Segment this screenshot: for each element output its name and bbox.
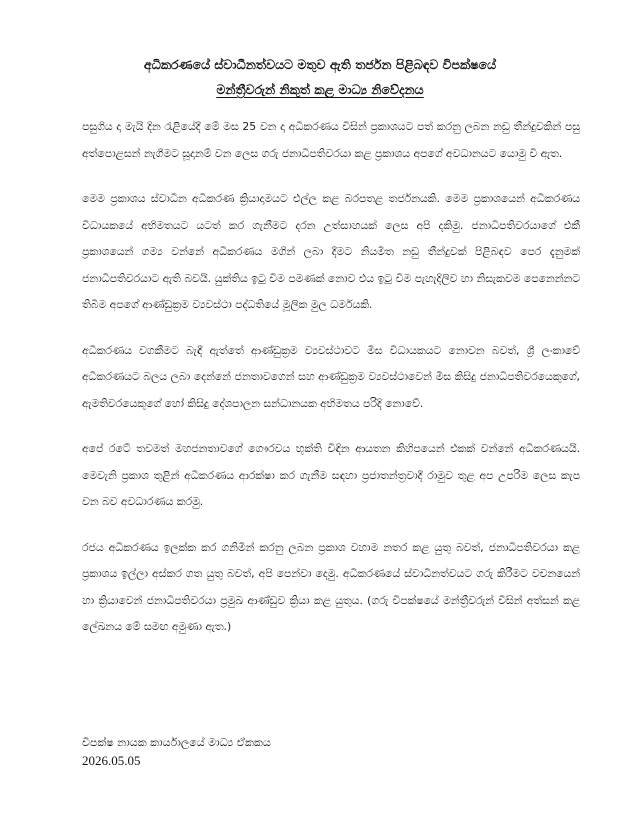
title-line-2: මන්ත්‍රීවරුන් නිකුත් කළ මාධ්‍ය නිවේදනය xyxy=(216,82,424,97)
document-body xyxy=(82,114,580,660)
document-footer xyxy=(82,734,271,770)
document-title xyxy=(0,52,640,102)
paragraph-4: අපේ රටේ තවමත් මහජනතාවගේ ගෞරවය භුක්ති විඳින ආයතන කිහිපයෙන් එකක් වන්නේ අධිකරණයයි. මෙවැනි ප්‍රකාශ තුළින් අධිකරණය ආරක්ෂා කර ගැනීම සඳහා ප්‍රජාතන්ත්‍රවාදී රාමුව තුළ අප උපරිම ලෙස කැප වන බව අවධාරණය කරමු. xyxy=(82,442,580,508)
paragraph-3: අධිකරණය වගකීමට බැඳී ඇත්තේ ආණ්ඩුක්‍රම ව්‍යවස්ථාවට මිස විධායකයට නොවන බවත්, ශ්‍රී ලංකාවේ අධිකරණයට බලය ලබා දෙන්නේ ජනතාවගෙන් සහ ආණ්ඩුක්‍රම ව්‍යවස්ථාවෙන් මිස කිසිදු ජනාධිපතිවරයෙකුගේ, ඇමතිවරයෙකුගේ හෝ කිසිදු දේශපාලන සන්ධානයක අභිමතය පරිදි නොවේ. xyxy=(82,343,580,410)
paragraph-5: රජය අධිකරණය ඉලක්ක කර ගනිමින් කරනු ලබන ප්‍රකාශ වහාම නතර කළ යුතු බවත්, ජනාධිපතිවරයා කළ ප්‍රකාශය ඉල්ලා අස්කර ගත යුතු බවත්, අපි පෙන්වා දෙමු. අධිකරණයේ ස්වාධීනත්වයට ගරු කිරීමට වචනයෙන් හා ක්‍රියාවෙන් ජනාධිපතිවරයා ප්‍රමුඛ ආණ්ඩුව ක්‍රියා කළ යුතුය. (ගරු විපක්ෂයේ මන්ත්‍රීවරුන් විසින් අත්සන් කළ ලේඛනය මේ සමඟ අමුණා ඇත.) xyxy=(82,540,580,633)
paragraph-1: පසුගිය දා මැයි දින රැළියේදී මේ මස 25 වන දා අධිකරණය විසින් ප්‍රකාශයට පත් කරනු ලබන නඩු තීන්දුවකින් පසු අත්පොළසන් නැගීමට සූදානම් වන ලෙස ගරු ජනාධිපතිවරයා කළ ප්‍රකාශය අපගේ අවධානයට යොමු වී ඇත. xyxy=(82,120,580,160)
paragraph-2: මෙම ප්‍රකාශය ස්වාධීන අධිකරණ ක්‍රියාදාමයට එල්ල කළ බරපතළ තර්ජනයකි. මෙම ප්‍රකාශයෙන් අධිකරණය විධායකයේ අභිමතයට යටත් කර ගැනීමට දරන උත්සාහයක් ලෙස අපි දකිමු. ජනාධිපතිවරයාගේ එකී ප්‍රකාශයෙන් ගම්‍ය වන්නේ අධිකරණය මගින් ලබා දීමට නියමිත නඩු තීන්දුවක් පිළිබඳව පෙර දැනුමක් ජනාධිපතිවරයාට ඇති බවයි. යුක්තිය ඉටු වීම පමණක් නොව එය ඉටු වීම පැහැදිලිව හා නිසැකවම පෙනෙන්නට තිබීම අපගේ ආණ්ඩුක්‍රම ව්‍යවස්ථා පද්ධතියේ මූලික මුල ධර්මයකි. xyxy=(82,192,580,311)
issue-date: 2026.05.05 xyxy=(82,753,141,768)
issuer-name: විපක්ෂ නායක කාර්යාලයේ මාධ්‍ය ඒකකය xyxy=(82,736,271,749)
title-line-1: අධිකරණයේ ස්වාධීනත්වයට මතුව ඇති තර්ජන පිළිබඳව විපක්ෂයේ xyxy=(143,57,497,72)
